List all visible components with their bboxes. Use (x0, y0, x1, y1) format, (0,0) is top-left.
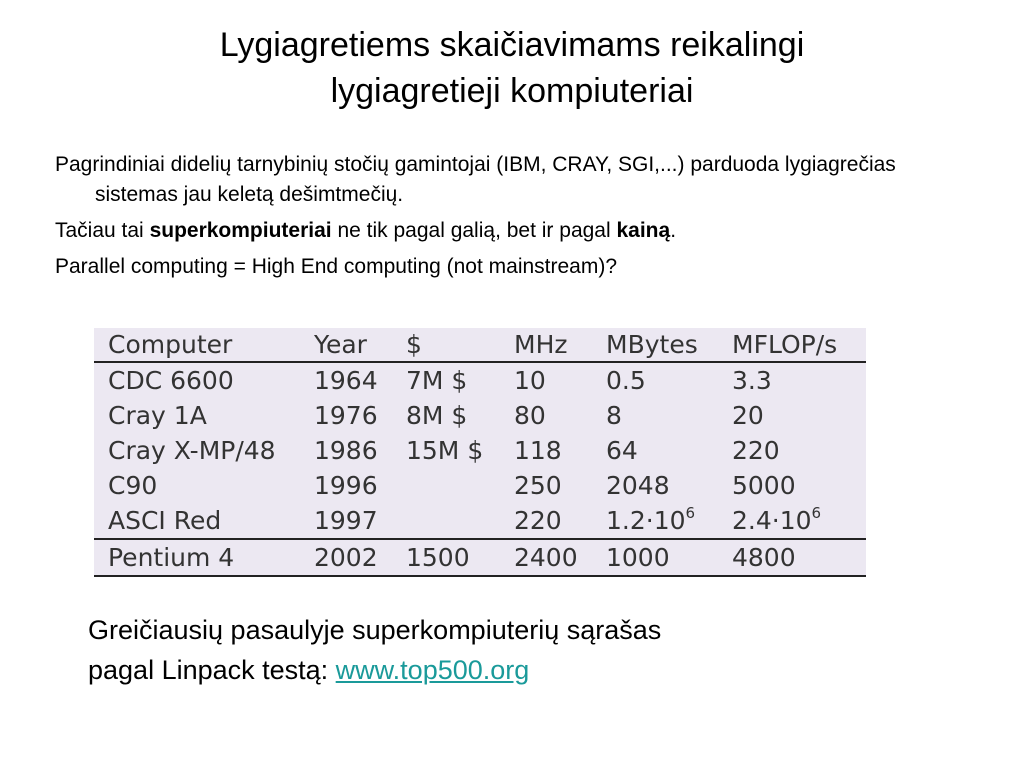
cell-year: 1976 (314, 401, 378, 430)
bullet-3: Parallel computing = High End computing (not mainstream)? (55, 255, 618, 278)
cell-price: 15M $ (406, 436, 484, 465)
bullet-2-bold-superkompiuteriai: superkompiuteriai (149, 219, 332, 242)
footer-line2-text: pagal Linpack testą: (88, 655, 336, 685)
footer-note (88, 610, 908, 690)
header-mhz: MHz (500, 328, 592, 362)
cell-mhz: 220 (514, 506, 562, 535)
header-price: $ (392, 328, 500, 362)
bullet-2-bold-kaina: kainą (616, 219, 671, 242)
cell-mbytes-mantissa: 1.2·10 (606, 506, 686, 535)
cell-mbytes (592, 503, 718, 539)
table-header-row (94, 328, 866, 362)
header-year: Year (300, 328, 392, 362)
cell-mbytes: 8 (606, 401, 622, 430)
cell-mhz: 118 (514, 436, 562, 465)
cell-mbytes: 64 (606, 436, 638, 465)
header-computer: Computer (94, 328, 300, 362)
computers-table (94, 328, 866, 577)
table-row (94, 503, 866, 539)
table-row (94, 468, 866, 503)
cell-price: 7M $ (406, 366, 468, 395)
bullet-2-text-a: Tačiau tai (55, 219, 150, 242)
cell-mflops-mantissa: 2.4·10 (732, 506, 812, 535)
cell-mflops: 5000 (732, 471, 796, 500)
slide-title-line2: lygiagretieji kompiuteriai (330, 72, 694, 110)
cell-computer: Cray 1A (108, 401, 207, 430)
cell-computer: Cray X-MP/48 (108, 436, 276, 465)
cell-mflops: 20 (732, 401, 764, 430)
cell-computer: CDC 6600 (108, 366, 234, 395)
cell-year: 1986 (314, 436, 378, 465)
slide-title (0, 22, 1024, 114)
cell-mflops: 3.3 (732, 366, 772, 395)
cell-year: 1996 (314, 471, 378, 500)
cell-computer: C90 (108, 471, 158, 500)
cell-price: 8M $ (406, 401, 468, 430)
footer-line2 (88, 650, 908, 690)
table-row (94, 362, 866, 398)
cell-mhz: 250 (514, 471, 562, 500)
footer-line1: Greičiausių pasaulyje superkompiuterių sąrašas (88, 615, 662, 645)
cell-price: 1500 (392, 539, 500, 576)
cell-computer: Pentium 4 (94, 539, 300, 576)
header-mbytes: MBytes (592, 328, 718, 362)
cell-mflops: 4800 (718, 539, 866, 576)
cell-mflops: 220 (732, 436, 780, 465)
cell-mbytes: 2048 (606, 471, 670, 500)
bullet-2-text-b: ne tik pagal galią, bet ir pagal (331, 219, 617, 242)
cell-computer: ASCI Red (108, 506, 222, 535)
table-row (94, 433, 866, 468)
cell-year: 1997 (314, 506, 378, 535)
cell-year: 1964 (314, 366, 378, 395)
slide-title-line1: Lygiagretiems skaičiavimams reikalingi (219, 26, 805, 64)
cell-mbytes: 0.5 (606, 366, 646, 395)
top500-link[interactable]: www.top500.org (335, 655, 530, 685)
cell-price (392, 503, 500, 539)
cell-mflops (718, 503, 866, 539)
cell-mbytes: 1000 (592, 539, 718, 576)
bullet-2-text-c: . (670, 219, 677, 242)
computers-table-panel (94, 328, 866, 576)
bullet-list (55, 150, 975, 288)
cell-mflops-exponent: 6 (811, 504, 822, 522)
cell-mhz: 80 (514, 401, 546, 430)
bullet-2 (55, 216, 975, 246)
cell-mbytes-exponent: 6 (685, 504, 696, 522)
cell-mhz: 10 (514, 366, 546, 395)
table-row (94, 398, 866, 433)
table-row (94, 539, 866, 576)
bullet-1: Pagrindiniai didelių tarnybinių stočių gamintojai (IBM, CRAY, SGI,...) parduoda lygiagrečias sistemas jau keletą dešimtmečių. (55, 153, 896, 206)
cell-year: 2002 (300, 539, 392, 576)
cell-mhz: 2400 (500, 539, 592, 576)
header-mflops: MFLOP/s (718, 328, 866, 362)
cell-price (392, 468, 500, 503)
